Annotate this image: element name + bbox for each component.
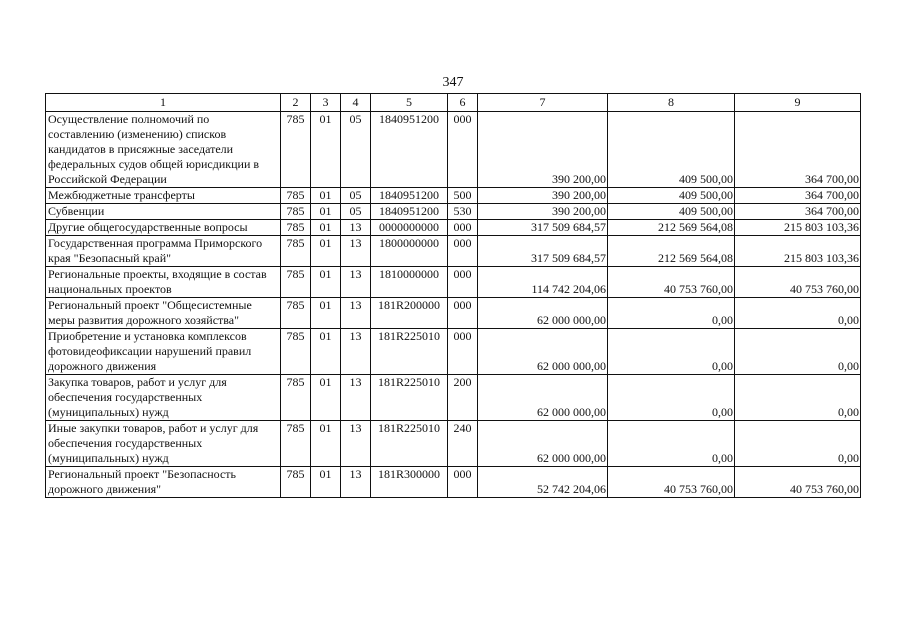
amount-col-7: 317 509 684,57 (478, 220, 608, 236)
column-header: 4 (341, 94, 371, 112)
expense-type-code: 500 (448, 188, 478, 204)
amount-col-9: 40 753 760,00 (735, 267, 861, 298)
subsection-code: 05 (341, 112, 371, 188)
amount-col-9: 40 753 760,00 (735, 467, 861, 498)
expense-type-code: 530 (448, 204, 478, 220)
admin-code: 785 (281, 329, 311, 375)
row-name: Другие общегосударственные вопросы (46, 220, 281, 236)
expense-type-code: 000 (448, 236, 478, 267)
table-row (46, 112, 861, 188)
amount-col-8: 212 569 564,08 (608, 220, 735, 236)
subsection-code: 13 (341, 220, 371, 236)
target-article-code: 0000000000 (371, 220, 448, 236)
amount-col-8: 0,00 (608, 298, 735, 329)
amount-col-8: 212 569 564,08 (608, 236, 735, 267)
subsection-code: 13 (341, 375, 371, 421)
section-code: 01 (311, 329, 341, 375)
subsection-code: 13 (341, 236, 371, 267)
subsection-code: 13 (341, 267, 371, 298)
amount-col-9: 364 700,00 (735, 112, 861, 188)
header-row (46, 94, 861, 112)
amount-col-9: 364 700,00 (735, 204, 861, 220)
amount-col-8: 409 500,00 (608, 204, 735, 220)
table-row (46, 267, 861, 298)
amount-col-7: 52 742 204,06 (478, 467, 608, 498)
row-name: Региональный проект "Общесистемные меры развития дорожного хозяйства" (46, 298, 281, 329)
amount-col-8: 40 753 760,00 (608, 267, 735, 298)
table-row (46, 188, 861, 204)
amount-col-8: 0,00 (608, 375, 735, 421)
amount-col-8: 409 500,00 (608, 188, 735, 204)
amount-col-7: 62 000 000,00 (478, 421, 608, 467)
subsection-code: 13 (341, 467, 371, 498)
column-header: 9 (735, 94, 861, 112)
section-code: 01 (311, 236, 341, 267)
expense-type-code: 200 (448, 375, 478, 421)
amount-col-7: 62 000 000,00 (478, 375, 608, 421)
amount-col-9: 0,00 (735, 421, 861, 467)
target-article-code: 1840951200 (371, 204, 448, 220)
section-code: 01 (311, 267, 341, 298)
table-row (46, 204, 861, 220)
section-code: 01 (311, 421, 341, 467)
column-header: 3 (311, 94, 341, 112)
budget-table (45, 93, 861, 498)
row-name: Иные закупки товаров, работ и услуг для обеспечения государственных (муниципальных) нужд (46, 421, 281, 467)
admin-code: 785 (281, 236, 311, 267)
table-row (46, 375, 861, 421)
section-code: 01 (311, 467, 341, 498)
amount-col-7: 62 000 000,00 (478, 298, 608, 329)
table-row (46, 421, 861, 467)
section-code: 01 (311, 188, 341, 204)
row-name: Приобретение и установка комплексов фотовидеофиксации нарушений правил дорожного движения (46, 329, 281, 375)
row-name: Государственная программа Приморского края "Безопасный край" (46, 236, 281, 267)
column-header: 8 (608, 94, 735, 112)
admin-code: 785 (281, 267, 311, 298)
subsection-code: 05 (341, 188, 371, 204)
subsection-code: 05 (341, 204, 371, 220)
target-article-code: 181R300000 (371, 467, 448, 498)
column-header: 6 (448, 94, 478, 112)
column-header: 1 (46, 94, 281, 112)
amount-col-9: 0,00 (735, 375, 861, 421)
expense-type-code: 000 (448, 329, 478, 375)
amount-col-7: 317 509 684,57 (478, 236, 608, 267)
admin-code: 785 (281, 375, 311, 421)
amount-col-9: 0,00 (735, 329, 861, 375)
amount-col-8: 40 753 760,00 (608, 467, 735, 498)
section-code: 01 (311, 375, 341, 421)
expense-type-code: 000 (448, 112, 478, 188)
row-name: Осуществление полномочий по составлению (изменению) списков кандидатов в присяжные заседатели федеральных судов общей юрисдикции в Российской Федерации (46, 112, 281, 188)
expense-type-code: 000 (448, 267, 478, 298)
table-row (46, 329, 861, 375)
expense-type-code: 000 (448, 298, 478, 329)
subsection-code: 13 (341, 329, 371, 375)
table-row (46, 220, 861, 236)
amount-col-8: 0,00 (608, 421, 735, 467)
table-row (46, 298, 861, 329)
subsection-code: 13 (341, 421, 371, 467)
expense-type-code: 000 (448, 467, 478, 498)
amount-col-8: 409 500,00 (608, 112, 735, 188)
table-row (46, 467, 861, 498)
admin-code: 785 (281, 467, 311, 498)
row-name: Региональные проекты, входящие в состав национальных проектов (46, 267, 281, 298)
target-article-code: 1840951200 (371, 112, 448, 188)
admin-code: 785 (281, 220, 311, 236)
target-article-code: 1800000000 (371, 236, 448, 267)
column-header: 2 (281, 94, 311, 112)
admin-code: 785 (281, 112, 311, 188)
column-header: 5 (371, 94, 448, 112)
row-name: Межбюджетные трансферты (46, 188, 281, 204)
amount-col-7: 390 200,00 (478, 112, 608, 188)
section-code: 01 (311, 112, 341, 188)
target-article-code: 181R225010 (371, 375, 448, 421)
amount-col-9: 0,00 (735, 298, 861, 329)
row-name: Региональный проект "Безопасность дорожного движения" (46, 467, 281, 498)
amount-col-7: 62 000 000,00 (478, 329, 608, 375)
target-article-code: 181R225010 (371, 329, 448, 375)
admin-code: 785 (281, 298, 311, 329)
admin-code: 785 (281, 188, 311, 204)
section-code: 01 (311, 298, 341, 329)
admin-code: 785 (281, 204, 311, 220)
target-article-code: 1840951200 (371, 188, 448, 204)
expense-type-code: 000 (448, 220, 478, 236)
target-article-code: 181R225010 (371, 421, 448, 467)
expense-type-code: 240 (448, 421, 478, 467)
target-article-code: 181R200000 (371, 298, 448, 329)
amount-col-7: 114 742 204,06 (478, 267, 608, 298)
table-row (46, 236, 861, 267)
amount-col-7: 390 200,00 (478, 204, 608, 220)
row-name: Субвенции (46, 204, 281, 220)
section-code: 01 (311, 204, 341, 220)
amount-col-9: 364 700,00 (735, 188, 861, 204)
section-code: 01 (311, 220, 341, 236)
row-name: Закупка товаров, работ и услуг для обеспечения государственных (муниципальных) нужд (46, 375, 281, 421)
target-article-code: 1810000000 (371, 267, 448, 298)
amount-col-7: 390 200,00 (478, 188, 608, 204)
page-number: 347 (442, 75, 464, 90)
subsection-code: 13 (341, 298, 371, 329)
amount-col-9: 215 803 103,36 (735, 236, 861, 267)
column-header: 7 (478, 94, 608, 112)
amount-col-8: 0,00 (608, 329, 735, 375)
admin-code: 785 (281, 421, 311, 467)
amount-col-9: 215 803 103,36 (735, 220, 861, 236)
